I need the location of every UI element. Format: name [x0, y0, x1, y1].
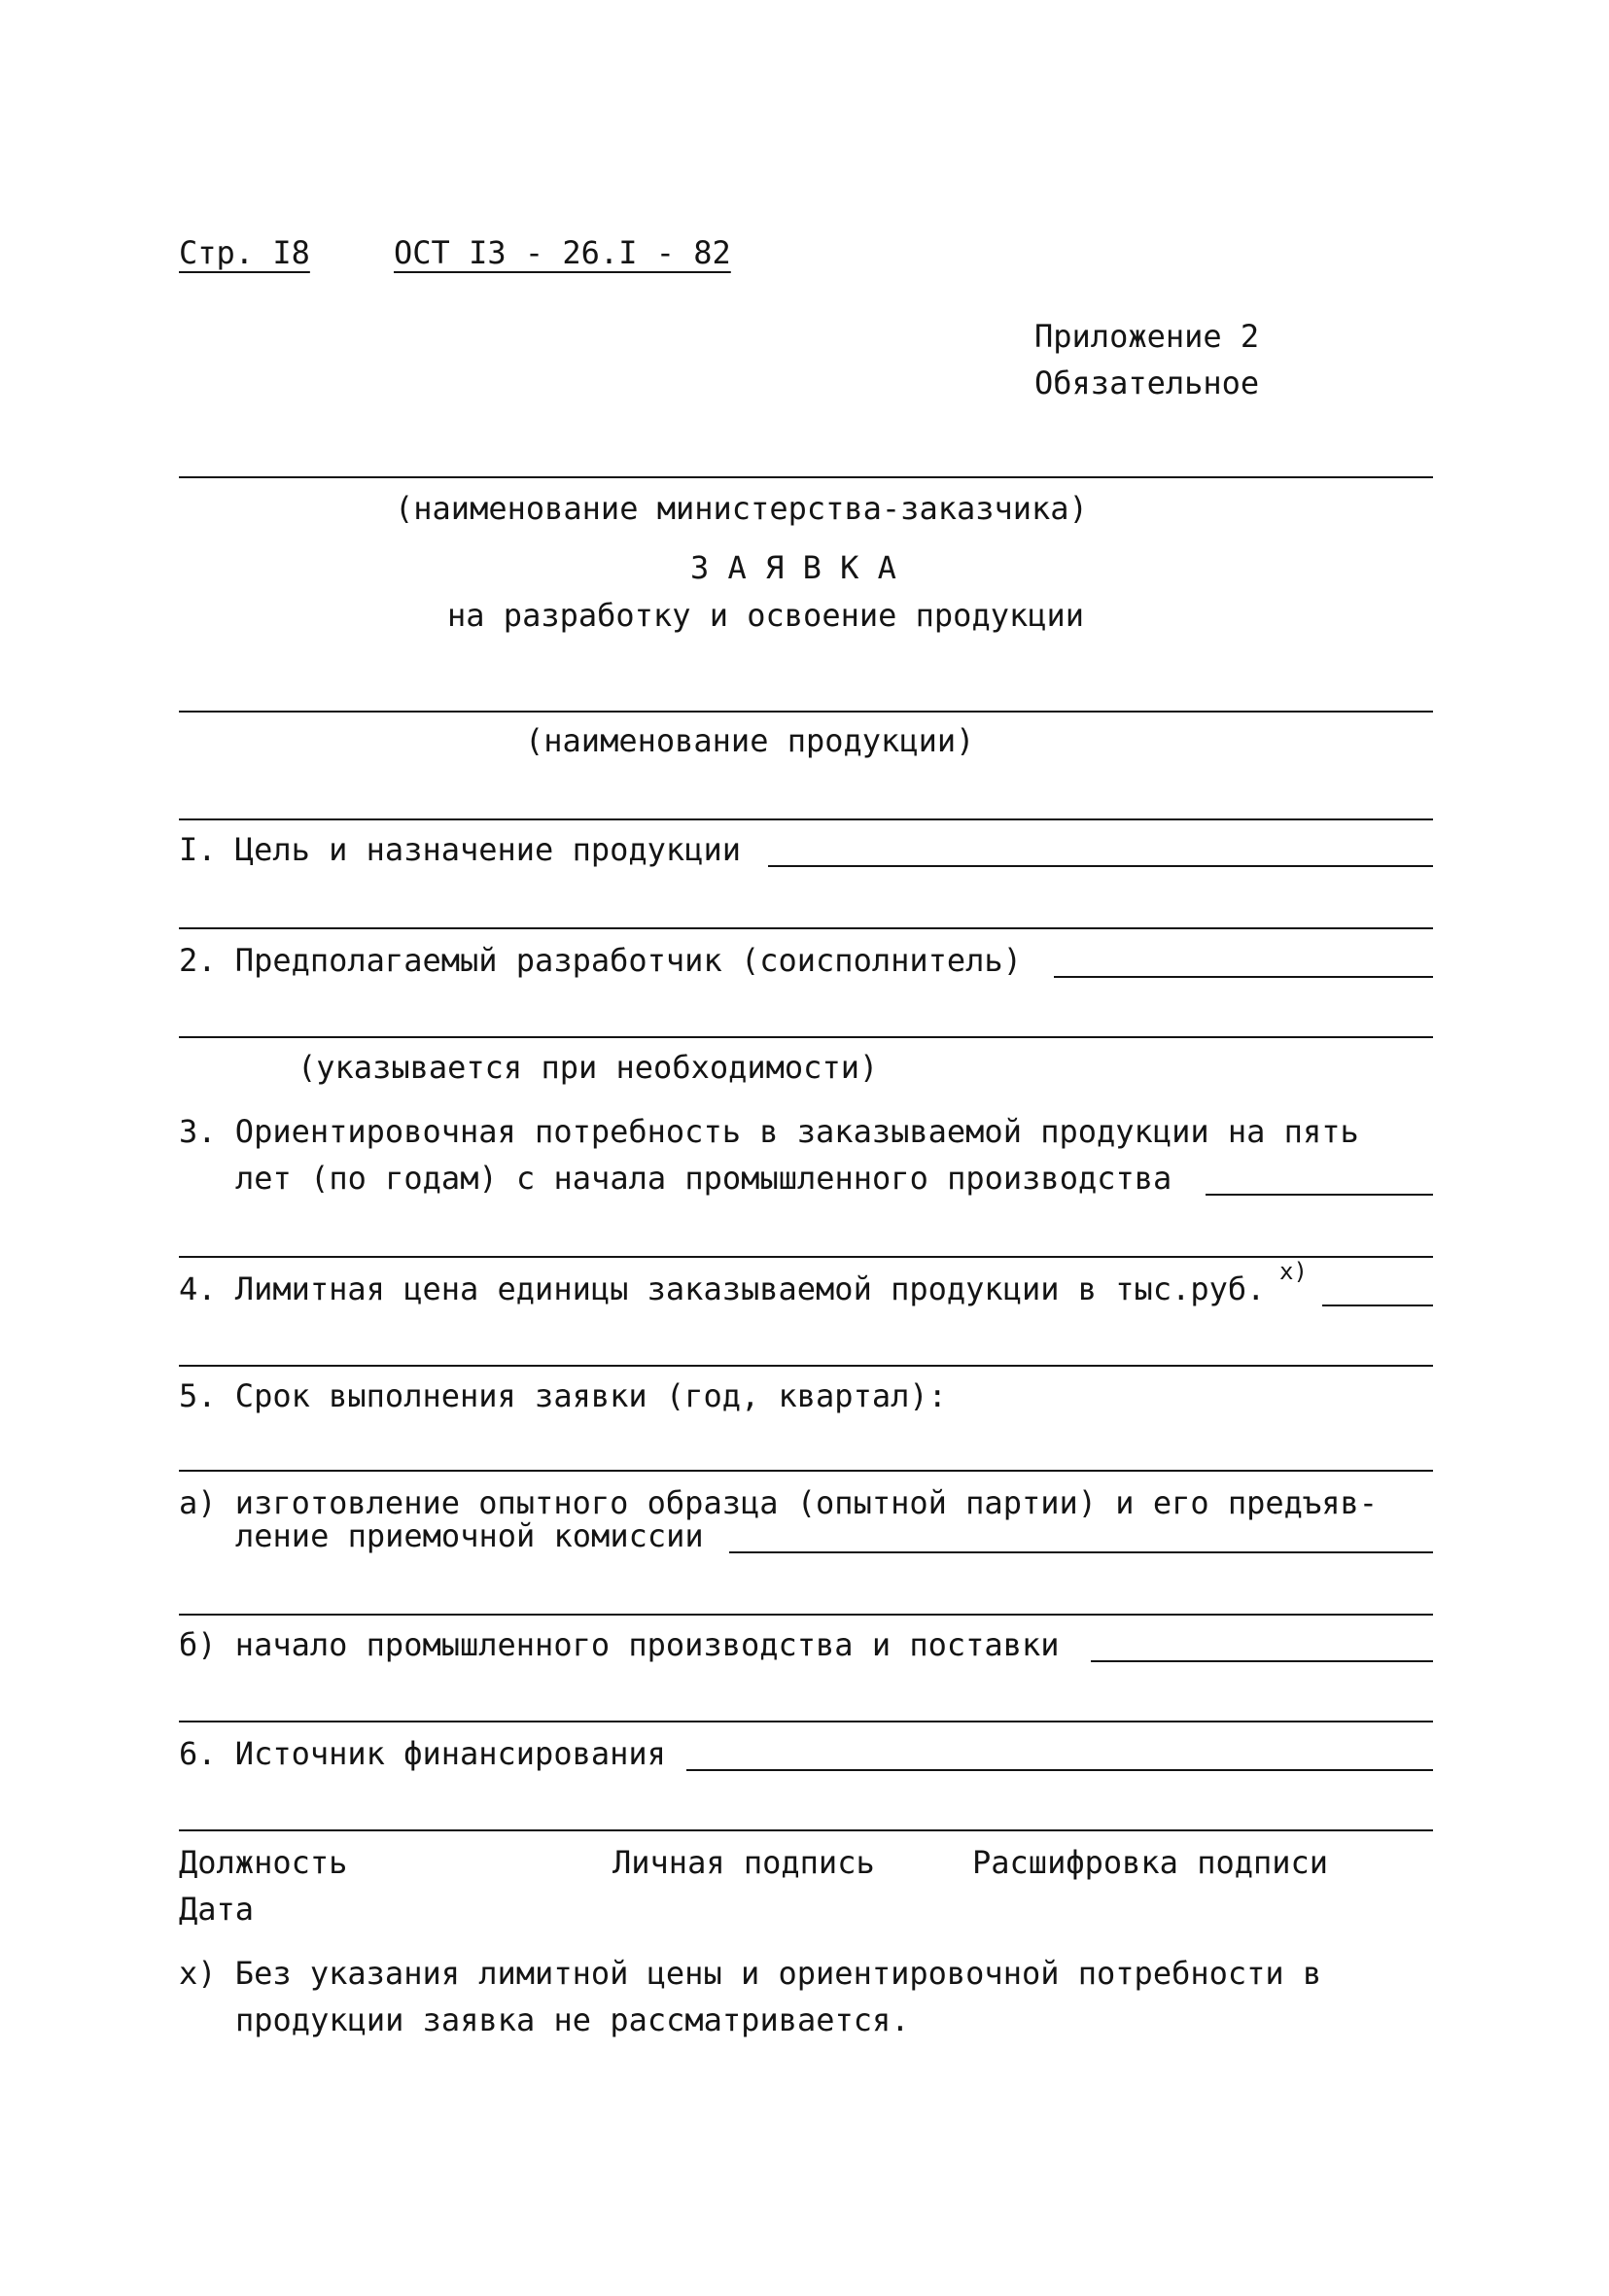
item-3-label-line2: лет (по годам) с начала промышленного производства	[235, 1160, 1172, 1197]
signature-sign: Личная подпись	[612, 1844, 875, 1881]
item-2-label: 2. Предполагаемый разработчик (соисполнитель)	[179, 942, 1022, 979]
item-2-note: (указывается при необходимости)	[297, 1049, 879, 1086]
item-5b-label: б) начало промышленного производства и поставки	[179, 1626, 1060, 1663]
item-4-label: 4. Лимитная цена единицы заказываемой продукции в тыс.руб.	[179, 1270, 1266, 1307]
appendix-status: Обязательное	[1034, 365, 1260, 401]
document-title: З А Я В К А	[690, 549, 896, 586]
blank-line	[179, 1614, 1433, 1616]
product-caption: (наименование продукции)	[525, 722, 975, 759]
item-5a-label-line2: ление приемочной комиссии	[235, 1517, 704, 1554]
blank-line	[179, 1256, 1433, 1258]
appendix-number: Приложение 2	[1034, 318, 1260, 355]
signature-date: Дата	[179, 1891, 255, 1928]
product-name-line	[179, 711, 1433, 713]
signature-position: Должность	[179, 1844, 348, 1881]
footnote-line1: х) Без указания лимитной цены и ориентировочной потребности в	[179, 1955, 1322, 1992]
footnote-marker: х)	[1279, 1258, 1308, 1285]
item-4-field[interactable]	[1322, 1305, 1433, 1306]
blank-line	[179, 1365, 1433, 1367]
ministry-caption: (наименование министерства-заказчика)	[395, 490, 1088, 527]
item-6-label: 6. Источник финансирования	[179, 1735, 666, 1772]
item-6-field[interactable]	[686, 1769, 1433, 1771]
blank-line	[179, 1721, 1433, 1722]
page-number: Стр. I8	[179, 234, 310, 271]
blank-line	[179, 1036, 1433, 1038]
standard-code: ОСТ I3 - 26.I - 82	[394, 234, 731, 271]
item-5a-label-line1: а) изготовление опытного образца (опытной партии) и его предъяв-	[179, 1484, 1378, 1521]
document-subtitle: на разработку и освоение продукции	[447, 597, 1085, 634]
ministry-name-line	[179, 476, 1433, 478]
signature-line	[179, 1829, 1433, 1831]
item-2-field[interactable]	[1054, 976, 1433, 978]
item-5a-field[interactable]	[729, 1551, 1433, 1553]
blank-line	[179, 818, 1433, 820]
item-1-label: I. Цель и назначение продукции	[179, 831, 741, 868]
blank-line	[179, 1470, 1433, 1472]
item-1-field[interactable]	[768, 865, 1433, 867]
item-5-label: 5. Срок выполнения заявки (год, квартал):	[179, 1377, 947, 1414]
item-3-label-line1: 3. Ориентировочная потребность в заказываемой продукции на пять	[179, 1113, 1359, 1150]
item-5b-field[interactable]	[1091, 1660, 1433, 1662]
signature-decode: Расшифровка подписи	[972, 1844, 1329, 1881]
item-3-field[interactable]	[1206, 1194, 1433, 1196]
footnote-line2: продукции заявка не рассматривается.	[235, 2001, 910, 2038]
blank-line	[179, 927, 1433, 929]
